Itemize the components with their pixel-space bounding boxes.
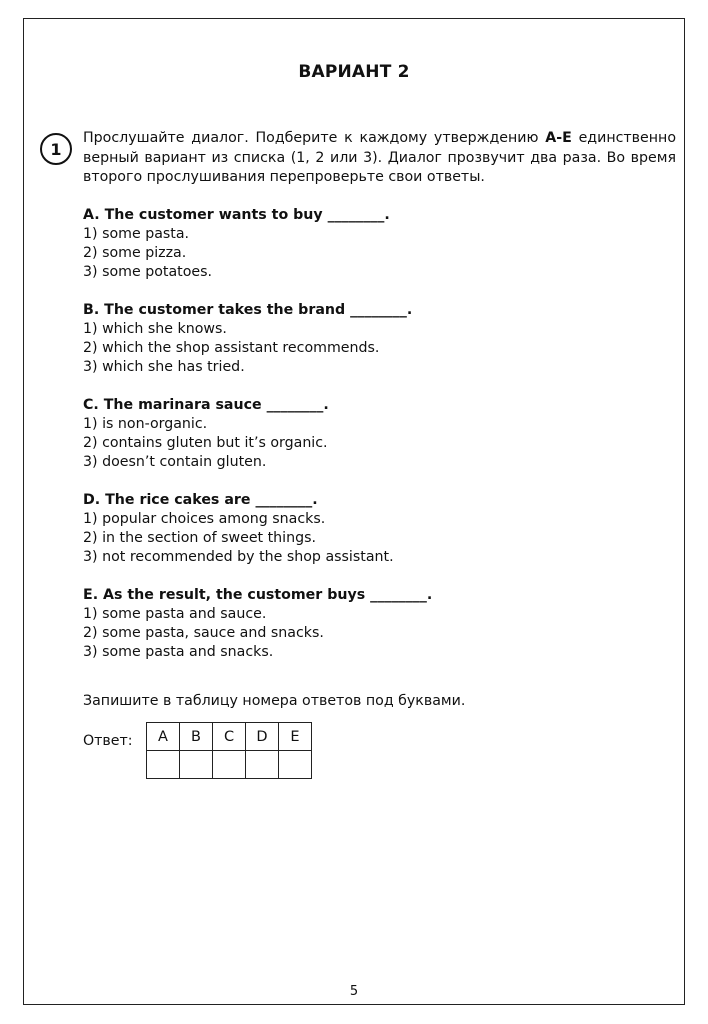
question-b xyxy=(83,301,673,377)
question-stem: E. As the result, the customer buys ________. xyxy=(83,587,433,603)
answer-option: 3) which she has tried. xyxy=(83,359,245,375)
answer-option: 2) some pizza. xyxy=(83,245,187,261)
answer-option: 1) some pasta and sauce. xyxy=(83,606,267,622)
answer-input-cell[interactable] xyxy=(180,751,213,779)
answer-option: 3) some potatoes. xyxy=(83,264,213,280)
answer-letter-cell: E xyxy=(279,723,312,751)
answer-option: 2) which the shop assistant recommends. xyxy=(83,340,380,356)
answer-option: 3) not recommended by the shop assistant. xyxy=(83,549,394,565)
question-a xyxy=(83,206,673,282)
answer-input-cell[interactable] xyxy=(213,751,246,779)
answer-option: 1) some pasta. xyxy=(83,226,190,242)
question-stem: C. The marinara sauce ________. xyxy=(83,397,329,413)
answer-option: 2) in the section of sweet things. xyxy=(83,530,317,546)
question-e xyxy=(83,586,673,662)
instruction-range: A-E xyxy=(545,130,572,146)
question-c xyxy=(83,396,673,472)
answer-instruction: Запишите в таблицу номера ответов под буквами. xyxy=(83,693,466,709)
answer-option: 3) some pasta and snacks. xyxy=(83,644,274,660)
question-stem: A. The customer wants to buy ________. xyxy=(83,207,390,223)
answer-input-cell[interactable] xyxy=(279,751,312,779)
answer-option: 1) which she knows. xyxy=(83,321,227,337)
answer-option: 1) popular choices among snacks. xyxy=(83,511,326,527)
answer-table-header-row xyxy=(147,723,312,751)
page-number: 5 xyxy=(349,984,359,999)
instruction-text-end: единственно верный вариант из списка (1, 2 или 3). Диалог прозвучит два раза. Во время второго прослушивания перепроверьте свои ответы. xyxy=(83,130,677,185)
question-d xyxy=(83,491,673,567)
answer-table-input-row xyxy=(147,751,312,779)
instruction-text-start: Прослушайте диалог. Подберите к каждому утверждению xyxy=(83,130,546,146)
answer-option: 1) is non-organic. xyxy=(83,416,208,432)
answer-table xyxy=(146,722,312,779)
answer-option: 3) doesn’t contain gluten. xyxy=(83,454,267,470)
answer-label: Ответ: xyxy=(83,733,133,749)
answer-input-cell[interactable] xyxy=(147,751,180,779)
answer-letter-cell: B xyxy=(180,723,213,751)
answer-letter-cell: A xyxy=(147,723,180,751)
answer-letter-cell: D xyxy=(246,723,279,751)
task-number-badge: 1 xyxy=(40,133,72,165)
answer-letter-cell: C xyxy=(213,723,246,751)
answer-input-cell[interactable] xyxy=(246,751,279,779)
answer-option: 2) some pasta, sauce and snacks. xyxy=(83,625,324,641)
question-stem: D. The rice cakes are ________. xyxy=(83,492,318,508)
question-stem: B. The customer takes the brand ________. xyxy=(83,302,413,318)
task-instruction xyxy=(83,129,676,188)
answer-option: 2) contains gluten but it’s organic. xyxy=(83,435,328,451)
page-title: ВАРИАНТ 2 xyxy=(298,62,410,82)
